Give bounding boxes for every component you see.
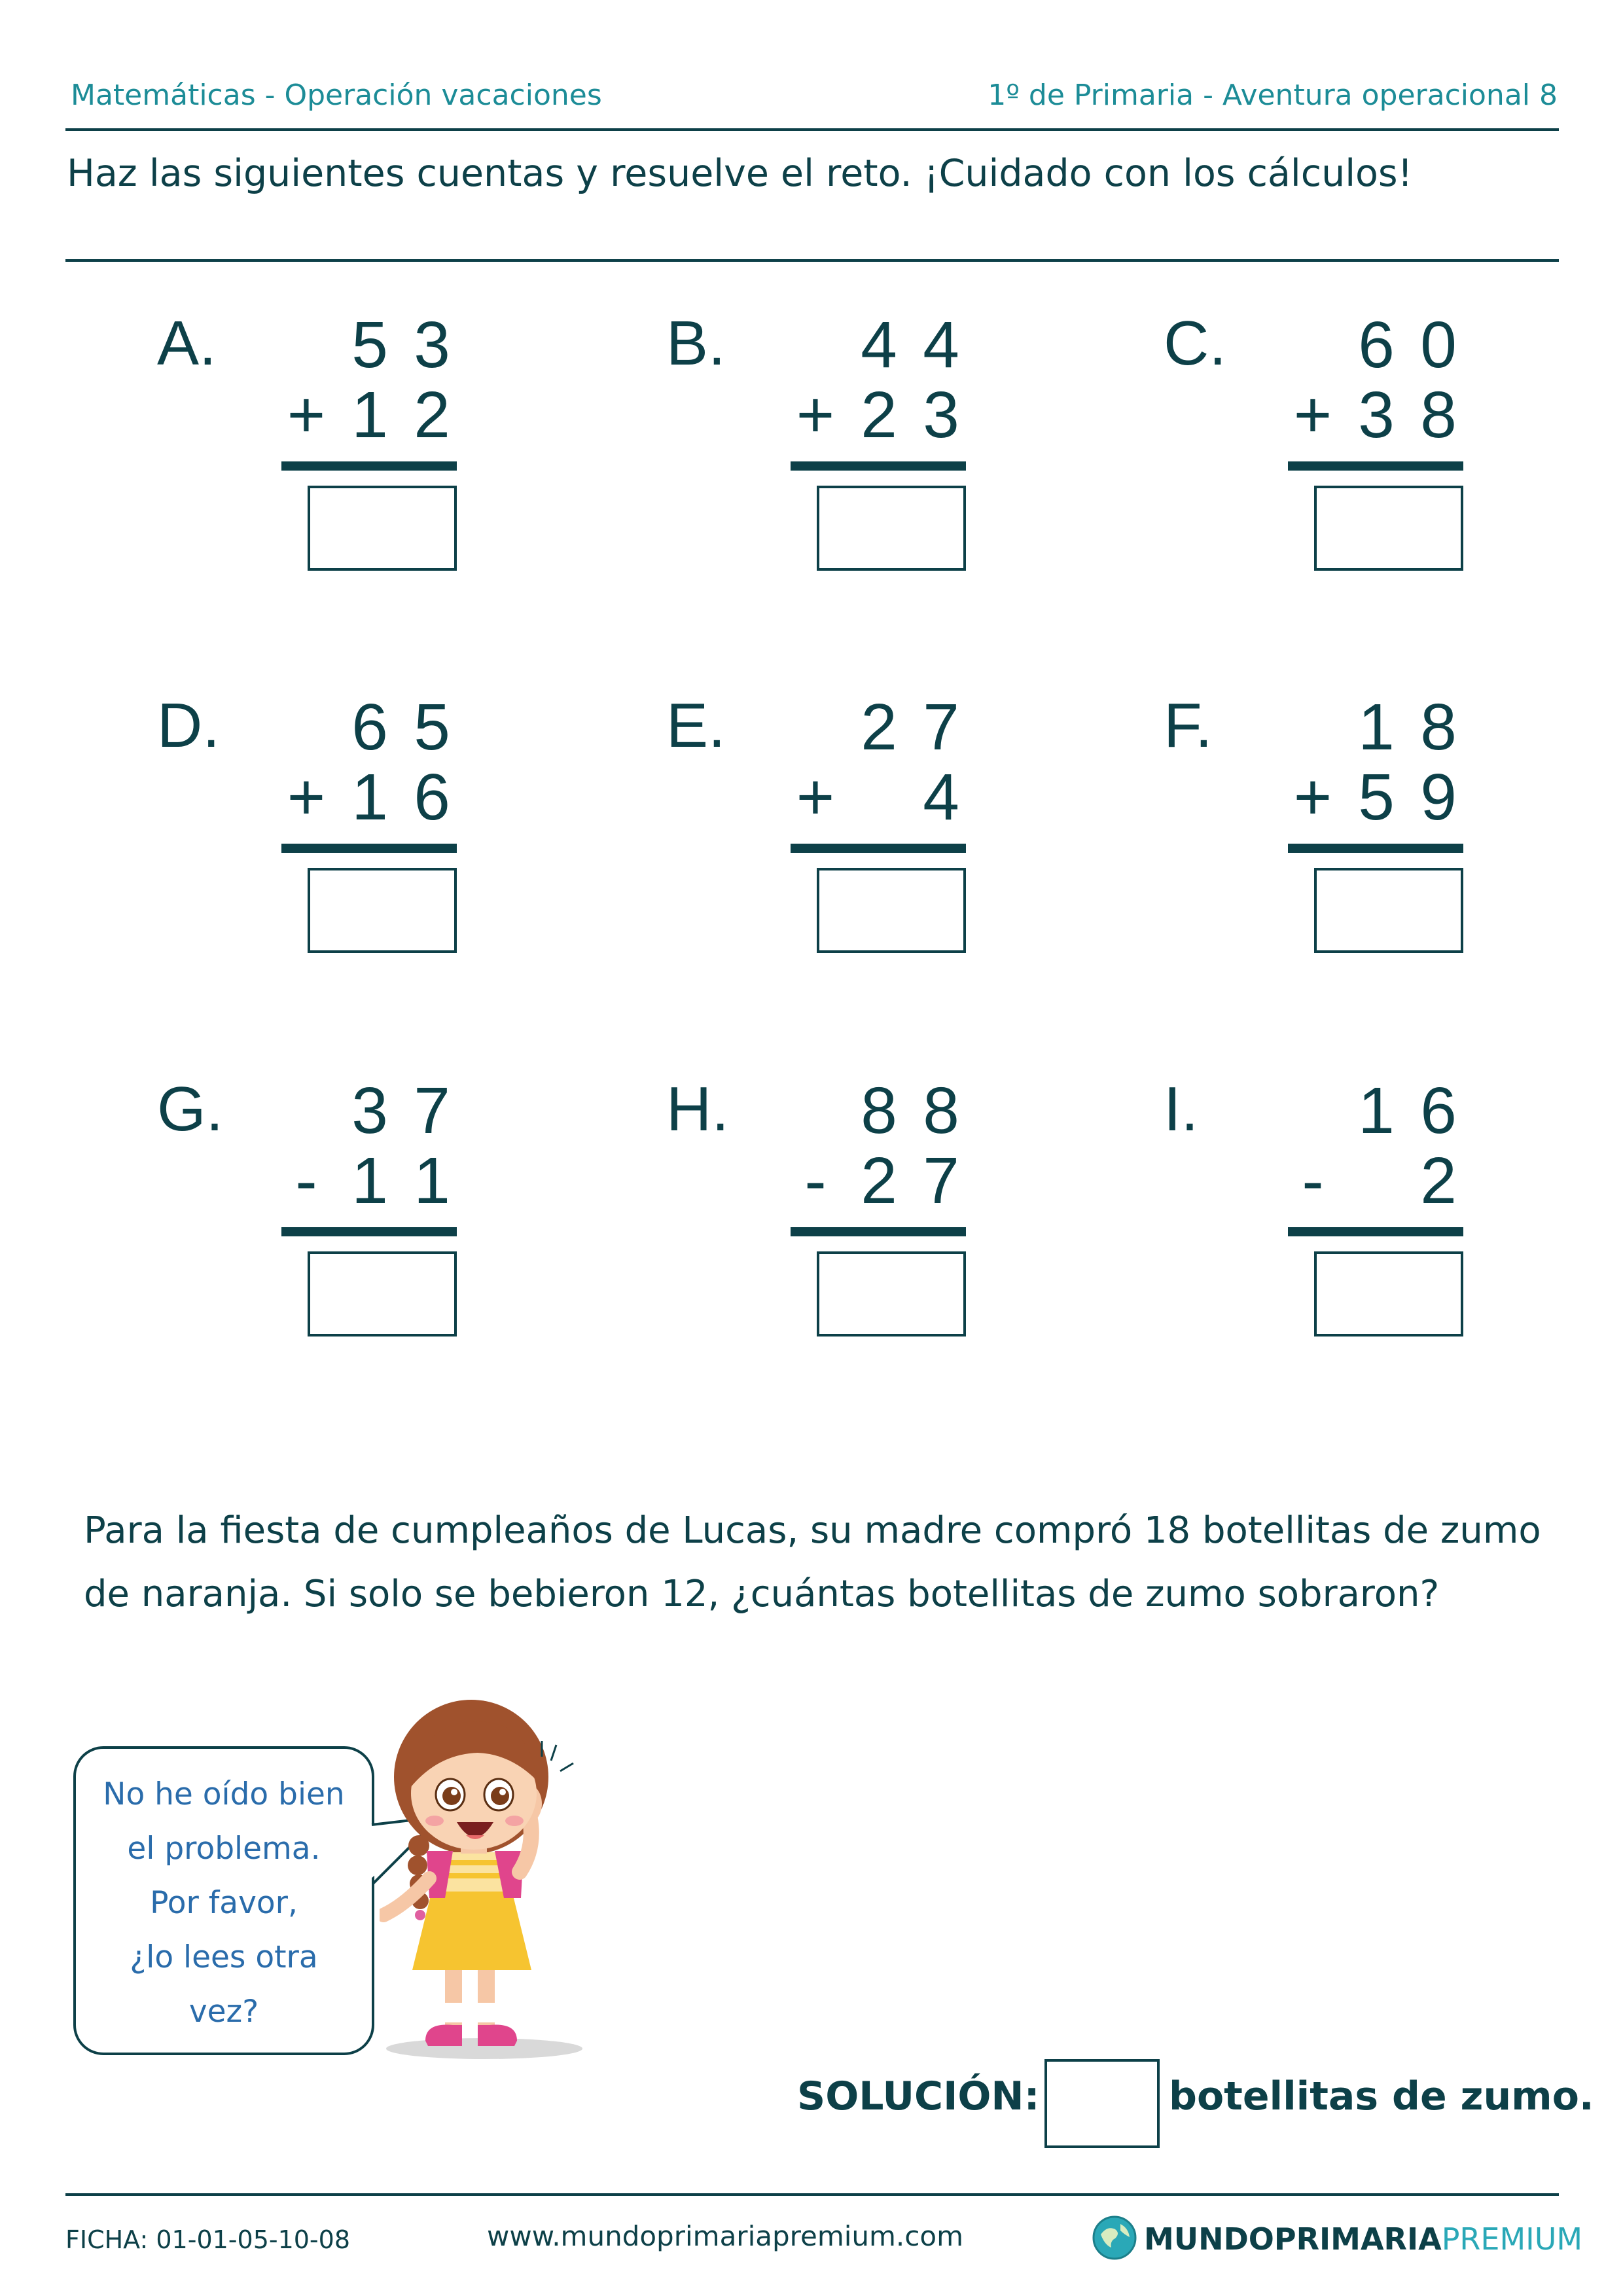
result-line	[281, 461, 457, 471]
answer-box[interactable]	[308, 868, 457, 953]
operator-sign: +	[287, 761, 326, 834]
problem-letter: B.	[666, 308, 726, 378]
top-digit-units: 6	[1420, 1074, 1457, 1147]
footer-divider	[65, 2193, 1559, 2196]
top-digit-tens: 6	[351, 691, 388, 764]
answer-box[interactable]	[817, 486, 966, 571]
result-line	[1288, 844, 1463, 853]
problem-g	[157, 1067, 654, 1355]
top-digit-units: 4	[923, 308, 959, 382]
answer-box[interactable]	[1314, 868, 1463, 953]
bottom-number	[791, 1143, 967, 1215]
answer-box[interactable]	[308, 486, 457, 571]
bottom-number	[1288, 760, 1465, 832]
bottom-number	[1288, 378, 1465, 450]
speech-line: Por favor,	[150, 1885, 298, 1921]
problem-b	[666, 301, 1164, 589]
website-url[interactable]: www.mundoprimariapremium.com	[487, 2220, 963, 2252]
bottom-number	[1288, 1143, 1465, 1215]
logo-premium: PREMIUM	[1441, 2221, 1583, 2257]
word-problem	[84, 1499, 1563, 1626]
bottom-digit-tens: 1	[351, 378, 388, 452]
operator-sign: +	[287, 378, 326, 452]
bottom-number	[281, 378, 458, 450]
top-digit-units: 0	[1420, 308, 1457, 382]
logo-primaria: PRIMARIA	[1274, 2221, 1442, 2257]
problem-letter: F.	[1164, 691, 1213, 761]
problem-d	[157, 683, 654, 971]
answer-box[interactable]	[817, 868, 966, 953]
top-digit-tens: 4	[861, 308, 897, 382]
header-divider	[65, 128, 1559, 131]
top-digit-units: 7	[414, 1074, 450, 1147]
top-digit-tens: 3	[351, 1074, 388, 1147]
top-digit-units: 5	[414, 691, 450, 764]
speech-line: el problema.	[127, 1831, 321, 1867]
bottom-digit-units: 2	[1420, 1144, 1457, 1217]
problem-i	[1164, 1067, 1623, 1355]
instructions: Haz las siguientes cuentas y resuelve el reto. ¡Cuidado con los cálculos!	[67, 152, 1413, 195]
result-line	[791, 844, 966, 853]
top-digit-units: 3	[414, 308, 450, 382]
answer-box[interactable]	[817, 1251, 966, 1336]
logo-mundo: MUNDO	[1144, 2221, 1274, 2257]
solution-answer-box[interactable]	[1044, 2059, 1160, 2148]
top-digit-tens: 6	[1358, 308, 1395, 382]
speech-line: No he oído bien	[103, 1776, 345, 1812]
result-line	[1288, 1227, 1463, 1236]
bottom-digit-units: 3	[923, 378, 959, 452]
solution-unit: botellitas de zumo.	[1169, 2073, 1594, 2119]
bottom-digit-tens: 2	[861, 378, 897, 452]
bottom-digit-tens: 3	[1358, 378, 1395, 452]
result-line	[1288, 461, 1463, 471]
bottom-digit-units: 8	[1420, 378, 1457, 452]
problem-letter: G.	[157, 1074, 224, 1144]
bottom-digit-units: 9	[1420, 761, 1457, 834]
bottom-digit-tens: 5	[1358, 761, 1395, 834]
result-line	[791, 461, 966, 471]
header-subject: Matemáticas - Operación vacaciones	[71, 79, 602, 112]
operator-sign: +	[796, 378, 835, 452]
problem-letter: A.	[157, 308, 217, 378]
bottom-digit-units: 7	[923, 1144, 959, 1217]
operator-sign: +	[1293, 761, 1332, 834]
header-level: 1º de Primaria - Aventura operacional 8	[988, 79, 1558, 112]
speech-line: vez?	[188, 1994, 259, 2030]
answer-box[interactable]	[1314, 486, 1463, 571]
top-digit-tens: 8	[861, 1074, 897, 1147]
operator-sign: -	[1302, 1144, 1324, 1217]
speech-line: ¿lo lees otra	[130, 1939, 318, 1975]
bottom-number	[281, 1143, 458, 1215]
result-line	[281, 844, 457, 853]
speech-bubble-text	[80, 1767, 368, 2039]
problem-letter: C.	[1164, 308, 1226, 378]
top-digit-units: 8	[923, 1074, 959, 1147]
bottom-digit-units: 1	[414, 1144, 450, 1217]
top-number	[791, 308, 967, 380]
bottom-number	[281, 760, 458, 832]
top-number	[281, 1073, 458, 1145]
top-number	[1288, 308, 1465, 380]
ficha-code: FICHA: 01-01-05-10-08	[65, 2225, 350, 2254]
answer-box[interactable]	[1314, 1251, 1463, 1336]
top-number	[791, 690, 967, 762]
operator-sign: -	[295, 1144, 317, 1217]
top-digit-units: 8	[1420, 691, 1457, 764]
bottom-digit-tens: 1	[351, 1144, 388, 1217]
result-line	[281, 1227, 457, 1236]
result-line	[791, 1227, 966, 1236]
bottom-digit-units: 4	[923, 761, 959, 834]
problem-c	[1164, 301, 1623, 589]
globe-logo-icon	[1092, 2215, 1137, 2261]
girl-illustration	[380, 1682, 654, 2062]
top-digit-tens: 1	[1358, 691, 1395, 764]
top-number	[1288, 690, 1465, 762]
bottom-number	[791, 760, 967, 832]
problem-letter: E.	[666, 691, 726, 761]
operator-sign: -	[804, 1144, 827, 1217]
solution-label: SOLUCIÓN:	[797, 2073, 1040, 2119]
problem-f	[1164, 683, 1623, 971]
problem-a	[157, 301, 654, 589]
bottom-digit-units: 6	[414, 761, 450, 834]
top-number	[281, 308, 458, 380]
problem-letter: D.	[157, 691, 220, 761]
problem-letter: H.	[666, 1074, 729, 1144]
top-digit-tens: 1	[1358, 1074, 1395, 1147]
word-problem-line-1: Para la fiesta de cumpleaños de Lucas, su madre compró 18 botellitas de zumo	[84, 1509, 1541, 1552]
top-number	[281, 690, 458, 762]
logo-text	[1144, 2221, 1582, 2257]
problem-e	[666, 683, 1164, 971]
top-digit-tens: 5	[351, 308, 388, 382]
answer-box[interactable]	[308, 1251, 457, 1336]
bottom-number	[791, 378, 967, 450]
problem-letter: I.	[1164, 1074, 1199, 1144]
top-digit-tens: 2	[861, 691, 897, 764]
bottom-digit-units: 2	[414, 378, 450, 452]
operator-sign: +	[796, 761, 835, 834]
word-problem-line-2: de naranja. Si solo se bebieron 12, ¿cuántas botellitas de zumo sobraron?	[84, 1573, 1440, 1615]
bottom-digit-tens: 2	[861, 1144, 897, 1217]
top-number	[791, 1073, 967, 1145]
top-digit-units: 7	[923, 691, 959, 764]
problem-h	[666, 1067, 1164, 1355]
instructions-divider	[65, 259, 1559, 262]
operator-sign: +	[1293, 378, 1332, 452]
bottom-digit-tens: 1	[351, 761, 388, 834]
top-number	[1288, 1073, 1465, 1145]
